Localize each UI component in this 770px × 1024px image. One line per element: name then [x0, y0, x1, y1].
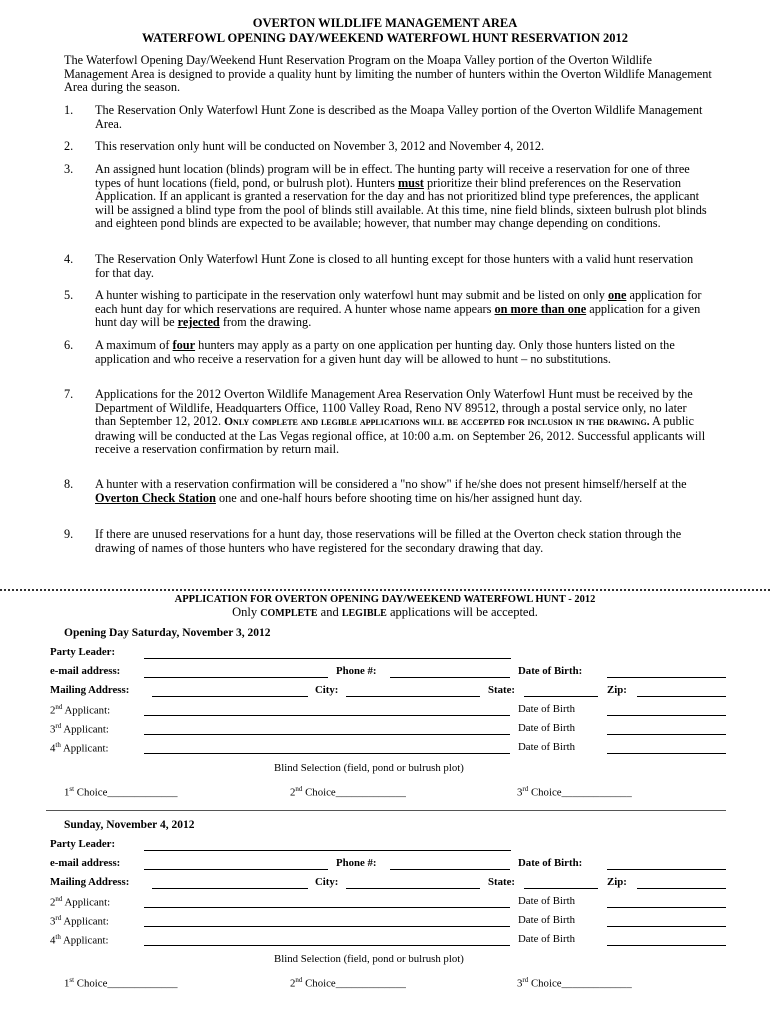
applicant-4-dob-field[interactable]	[607, 753, 726, 754]
mailing-label-2: Mailing Address:	[50, 876, 130, 888]
city-label: City:	[315, 684, 339, 696]
state-field-2[interactable]	[524, 888, 598, 889]
dob-field[interactable]	[607, 677, 726, 678]
choice-1-field[interactable]: 1st Choice_____________	[64, 785, 178, 799]
applicant-2-label: 2nd Applicant:	[50, 703, 111, 717]
applicant-4-label-2: 4th Applicant:	[50, 933, 109, 947]
day2-heading: Sunday, November 4, 2012	[64, 819, 195, 831]
mailing-field[interactable]	[152, 696, 308, 697]
applicant-3-label: 3rd Applicant:	[50, 722, 109, 736]
email-label: e-mail address:	[50, 665, 121, 677]
choice-3-field[interactable]: 3rd Choice_____________	[517, 785, 632, 799]
city-field[interactable]	[346, 696, 480, 697]
page-title: OVERTON WILDLIFE MANAGEMENT AREA	[252, 16, 518, 30]
applicant-3-label-2: 3rd Applicant:	[50, 914, 109, 928]
applicant-3-dob-field[interactable]	[607, 734, 726, 735]
phone-field-2[interactable]	[390, 869, 510, 870]
blind-selection-label-2: Blind Selection (field, pond or bulrush plot)	[274, 953, 464, 965]
blind-selection-label: Blind Selection (field, pond or bulrush plot)	[274, 762, 464, 774]
applicant-4-dob-label-2: Date of Birth	[518, 933, 575, 945]
applicant-2-dob-label-2: Date of Birth	[518, 895, 575, 907]
form-subtitle: Only COMPLETE and LEGIBLE applications will be accepted.	[232, 605, 538, 619]
applicant-3-dob-label-2: Date of Birth	[518, 914, 575, 926]
form-title: APPLICATION FOR OVERTON OPENING DAY/WEEKEND WATERFOWL HUNT - 2012	[174, 594, 596, 605]
zip-field[interactable]	[637, 696, 726, 697]
choice-1-field-2[interactable]: 1st Choice_____________	[64, 976, 178, 990]
mailing-label: Mailing Address:	[50, 684, 130, 696]
applicant-4-field[interactable]	[144, 753, 510, 754]
applicant-2-field[interactable]	[144, 715, 510, 716]
city-field-2[interactable]	[346, 888, 480, 889]
party-leader-label: Party Leader:	[50, 646, 116, 658]
choice-3-field-2[interactable]: 3rd Choice_____________	[517, 976, 632, 990]
email-label-2: e-mail address:	[50, 857, 121, 869]
applicant-4-field-2[interactable]	[144, 945, 510, 946]
state-label: State:	[488, 684, 515, 696]
email-field-2[interactable]	[144, 869, 328, 870]
applicant-2-dob-field[interactable]	[607, 715, 726, 716]
party-leader-field-2[interactable]	[144, 850, 511, 851]
section-divider	[46, 810, 726, 811]
zip-field-2[interactable]	[637, 888, 726, 889]
applicant-4-dob-field-2[interactable]	[607, 945, 726, 946]
party-leader-field[interactable]	[144, 658, 511, 659]
choice-2-field[interactable]: 2nd Choice_____________	[290, 785, 406, 799]
applicant-2-label-2: 2nd Applicant:	[50, 895, 111, 909]
applicant-3-field[interactable]	[144, 734, 510, 735]
dob-label: Date of Birth:	[518, 665, 583, 677]
dob-field-2[interactable]	[607, 869, 726, 870]
city-label-2: City:	[315, 876, 339, 888]
choice-2-field-2[interactable]: 2nd Choice_____________	[290, 976, 406, 990]
mailing-field-2[interactable]	[152, 888, 308, 889]
state-field[interactable]	[524, 696, 598, 697]
day1-heading: Opening Day Saturday, November 3, 2012	[64, 627, 271, 639]
applicant-3-dob-label: Date of Birth	[518, 722, 575, 734]
phone-field[interactable]	[390, 677, 510, 678]
phone-label: Phone #:	[336, 665, 377, 677]
party-leader-label-2: Party Leader:	[50, 838, 116, 850]
page-subtitle: WATERFOWL OPENING DAY/WEEKEND WATERFOWL HUNT RESERVATION 2012	[142, 31, 628, 45]
zip-label: Zip:	[607, 684, 627, 696]
email-field[interactable]	[144, 677, 328, 678]
applicant-3-field-2[interactable]	[144, 926, 510, 927]
phone-label-2: Phone #:	[336, 857, 377, 869]
applicant-3-dob-field-2[interactable]	[607, 926, 726, 927]
applicant-2-dob-label: Date of Birth	[518, 703, 575, 715]
applicant-4-label: 4th Applicant:	[50, 741, 109, 755]
applicant-4-dob-label: Date of Birth	[518, 741, 575, 753]
applicant-2-dob-field-2[interactable]	[607, 907, 726, 908]
applicant-2-field-2[interactable]	[144, 907, 510, 908]
intro-paragraph: The Waterfowl Opening Day/Weekend Hunt Reservation Program on the Moapa Valley portion of the Overton Wildlife Management Area is designed to provide a quality hunt by limiting the number of hunters within the Overton Wildlife Management Area during the season.	[64, 53, 712, 95]
cut-line-divider	[0, 589, 770, 591]
state-label-2: State:	[488, 876, 515, 888]
dob-label-2: Date of Birth:	[518, 857, 583, 869]
zip-label-2: Zip:	[607, 876, 627, 888]
